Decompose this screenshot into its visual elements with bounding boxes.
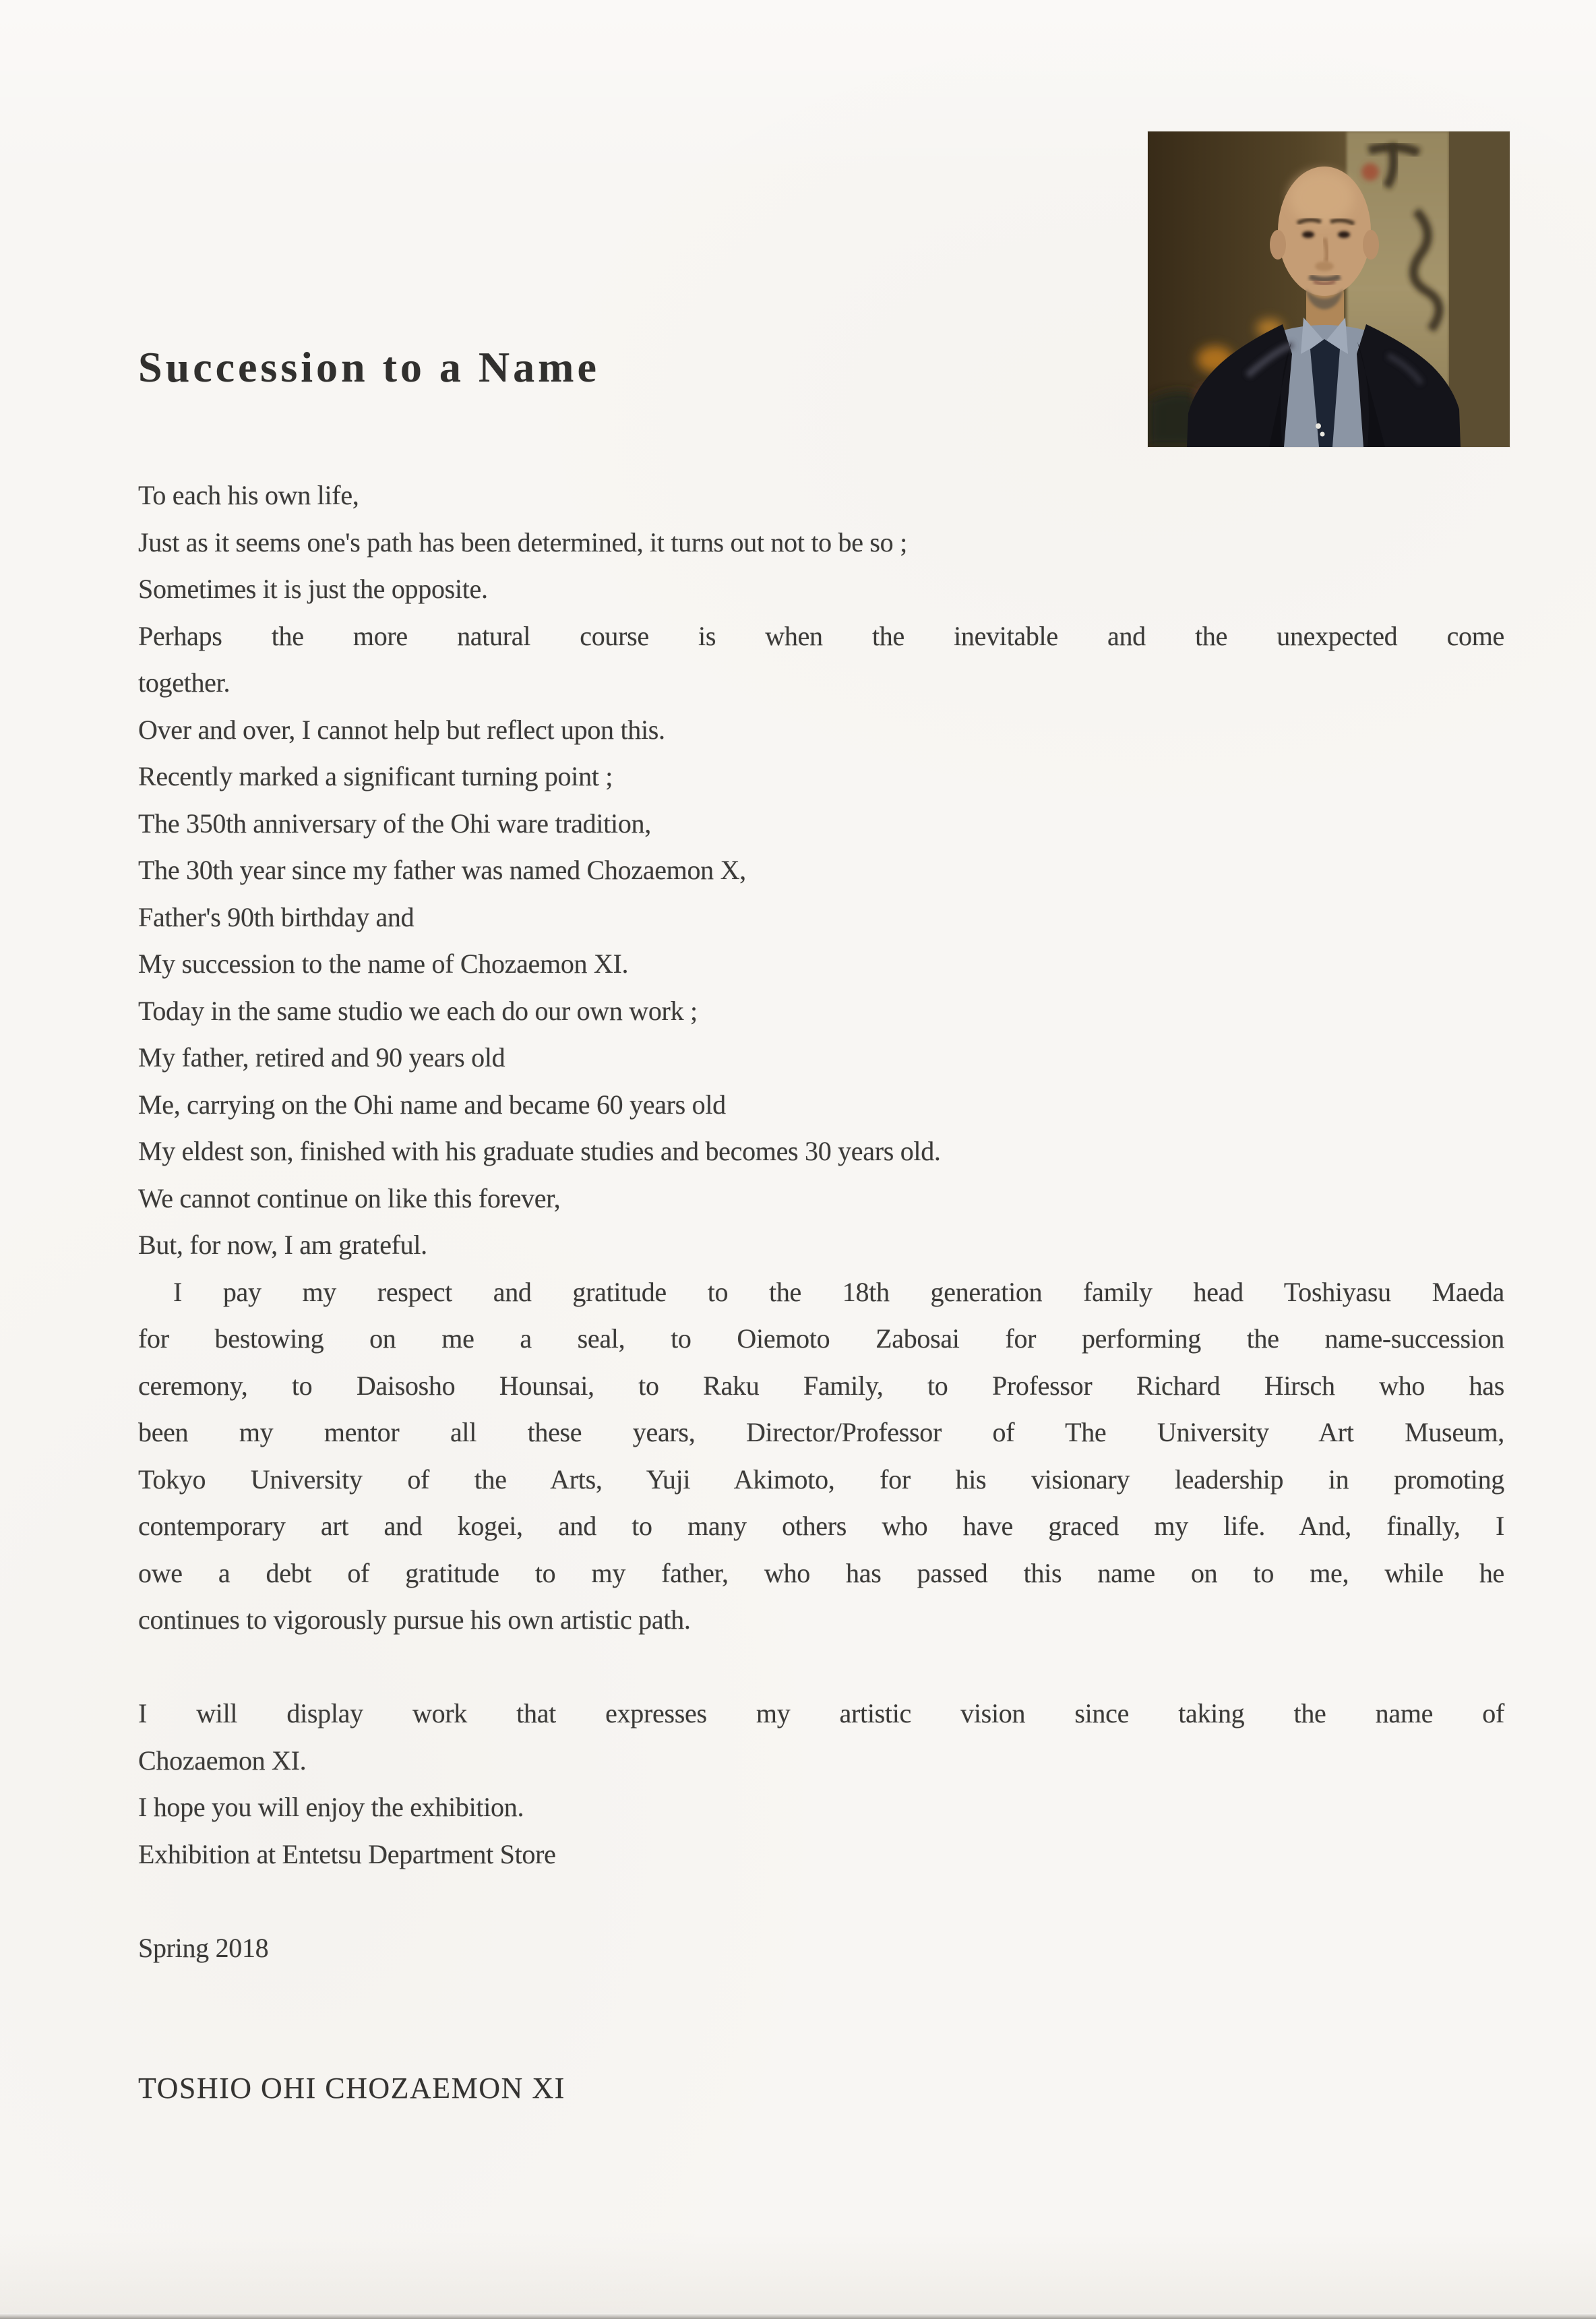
text-line: Father's 90th birthday and <box>138 901 415 932</box>
text-line: ceremony, to Daisosho Hounsai, to Raku Family, to Professor Richard Hirsch who has <box>138 1370 1504 1401</box>
text-line: We cannot continue on like this forever, <box>138 1182 561 1213</box>
text-line: But, for now, I am grateful. <box>138 1230 427 1260</box>
text-line: Just as it seems one's path has been determined, it turns out not to be so ; <box>138 526 907 558</box>
text-line: My father, retired and 90 years old <box>138 1042 505 1073</box>
left-eye <box>1302 231 1314 238</box>
portrait-photo <box>1148 131 1510 447</box>
text-line: Sometimes it is just the opposite. <box>138 574 488 604</box>
right-ear <box>1363 230 1379 260</box>
page-bottom-edge <box>0 2313 1596 2319</box>
text-line: I will display work that expresses my artistic vision since taking the name of <box>138 1698 1504 1728</box>
text-line: contemporary art and kogei, and to many others who have graced my life. And, finally, I <box>138 1511 1504 1541</box>
text-line: Exhibition at Entetsu Department Store <box>138 1838 556 1869</box>
text-line: for bestowing on me a seal, to Oiemoto Zabosai for performing the name-succession <box>138 1323 1504 1354</box>
page-title: Succession to a Name <box>138 342 600 391</box>
text-line: Spring 2018 <box>138 1932 269 1963</box>
text-line: My eldest son, finished with his graduate studies and becomes 30 years old. <box>138 1136 941 1166</box>
text-line: Today in the same studio we each do our own work ; <box>138 995 698 1026</box>
text-line: together. <box>138 667 231 698</box>
body-text <box>138 472 1504 2112</box>
nose <box>1315 262 1334 271</box>
text-line: continues to vigorously pursue his own artistic path. <box>138 1604 691 1635</box>
text-line: Me, carrying on the Ohi name and became 60 years old <box>138 1089 726 1120</box>
text-line: Recently marked a significant turning point ; <box>138 761 613 791</box>
text-line: My succession to the name of Chozaemon XI. <box>138 948 629 979</box>
text-line: been my mentor all these years, Director/Professor of The University Art Museum, <box>138 1417 1504 1447</box>
text-line: TOSHIO OHI CHOZAEMON XI <box>138 2072 565 2105</box>
right-eye <box>1338 231 1350 238</box>
text-line: I hope you will enjoy the exhibition. <box>138 1792 524 1822</box>
text-line: I pay my respect and gratitude to the 18th generation family head Toshiyasu Maeda <box>173 1276 1504 1307</box>
text-line: The 30th year since my father was named Chozaemon X, <box>138 855 746 885</box>
text-line: Perhaps the more natural course is when the inevitable and the unexpected come <box>138 620 1504 651</box>
text-line: To each his own life, <box>138 480 359 510</box>
text-line: Over and over, I cannot help but reflect upon this. <box>138 714 665 745</box>
mustache <box>1310 276 1340 280</box>
page-bottom-shade <box>0 2232 1596 2313</box>
text-line: Tokyo University of the Arts, Yuji Akimoto, for his visionary leadership in promoting <box>138 1464 1504 1495</box>
seal-mark <box>1361 163 1379 181</box>
text-line: The 350th anniversary of the Ohi ware tradition, <box>138 808 651 839</box>
left-ear <box>1270 230 1286 260</box>
portrait-photo-art <box>1148 131 1510 447</box>
photo-right-wall <box>1449 131 1510 447</box>
text-line: Chozaemon XI. <box>138 1745 307 1776</box>
text-line: owe a debt of gratitude to my father, who has passed this name on to me, while he <box>138 1557 1504 1588</box>
